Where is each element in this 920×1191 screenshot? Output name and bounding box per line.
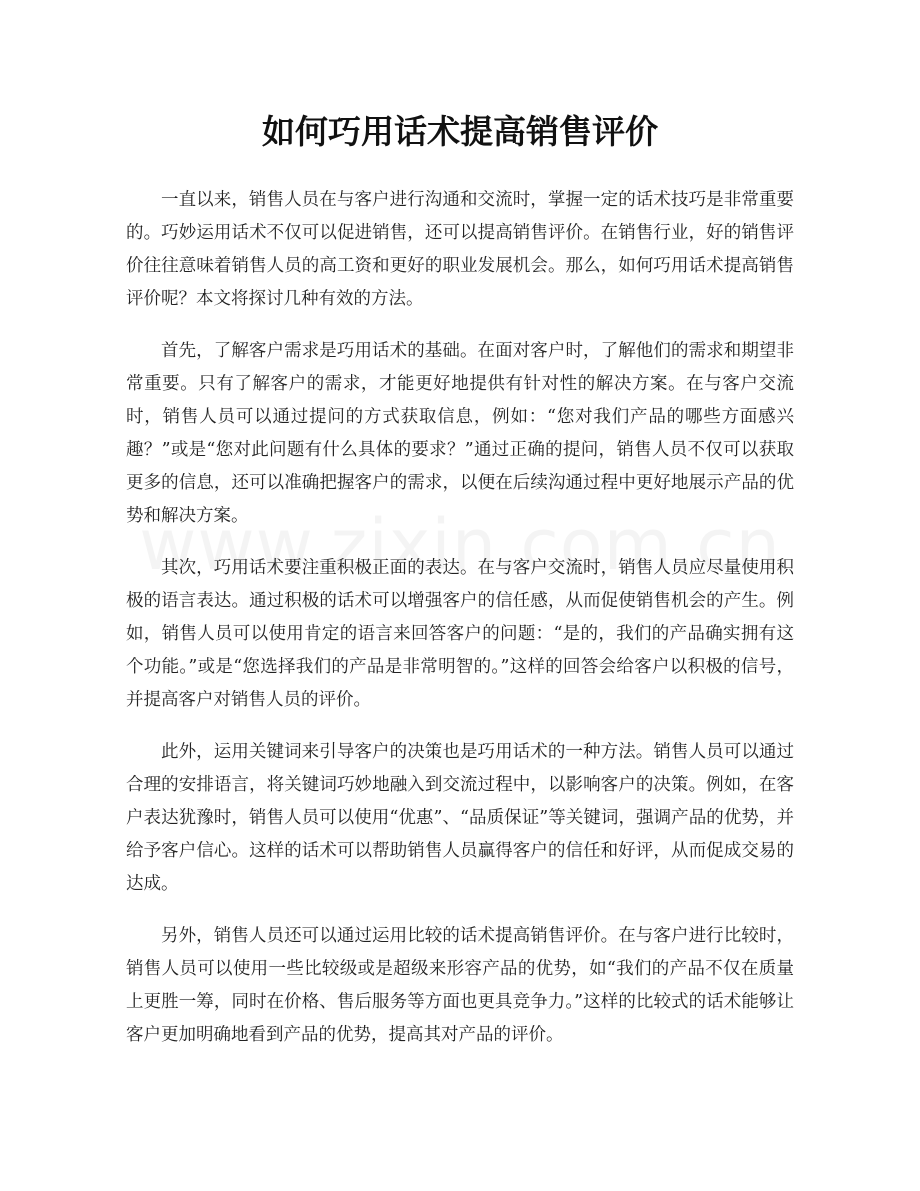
document-title: 如何巧用话术提高销售评价 xyxy=(262,112,658,151)
paragraph-5: 另外，销售人员还可以通过运用比较的话术提高销售评价。在与客户进行比较时，销售人员可以使用一些比较级或是超级来形容产品的优势，如“我们的产品不仅在质量上更胜一筹，同时在价格、售后服务等方面也更具竞争力。”这样的比较式的话术能够让客户更加明确地看到产品的优势，提高其对产品的评价。 xyxy=(126,926,794,1045)
document-body xyxy=(126,184,794,1071)
paragraph-1: 一直以来，销售人员在与客户进行沟通和交流时，掌握一定的话术技巧是非常重要的。巧妙运用话术不仅可以促进销售，还可以提高销售评价。在销售行业，好的销售评价往往意味着销售人员的高工资和更好的职业发展机会。那么，如何巧用话术提高销售评价呢？本文将探讨几种有效的方法。 xyxy=(126,190,794,309)
paragraph-4: 此外，运用关键词来引导客户的决策也是巧用话术的一种方法。销售人员可以通过合理的安排语言，将关键词巧妙地融入到交流过程中，以影响客户的决策。例如，在客户表达犹豫时，销售人员可以使用“优惠”、“品质保证”等关键词，强调产品的优势，并给予客户信心。这样的话术可以帮助销售人员赢得客户的信任和好评，从而促成交易的达成。 xyxy=(126,742,794,894)
paragraph-2: 首先，了解客户需求是巧用话术的基础。在面对客户时，了解他们的需求和期望非常重要。只有了解客户的需求，才能更好地提供有针对性的解决方案。在与客户交流时，销售人员可以通过提问的方式获取信息，例如：“您对我们产品的哪些方面感兴趣？”或是“您对此问题有什么具体的要求？”通过正确的提问，销售人员不仅可以获取更多的信息，还可以准确把握客户的需求，以便在后续沟通过程中更好地展示产品的优势和解决方案。 xyxy=(126,341,794,526)
paragraph-3: 其次，巧用话术要注重积极正面的表达。在与客户交流时，销售人员应尽量使用积极的语言表达。通过积极的话术可以增强客户的信任感，从而促使销售机会的产生。例如，销售人员可以使用肯定的语言来回答客户的问题：“是的，我们的产品确实拥有这个功能。”或是“您选择我们的产品是非常明智的。”这样的回答会给客户以积极的信号，并提高客户对销售人员的评价。 xyxy=(126,558,794,710)
